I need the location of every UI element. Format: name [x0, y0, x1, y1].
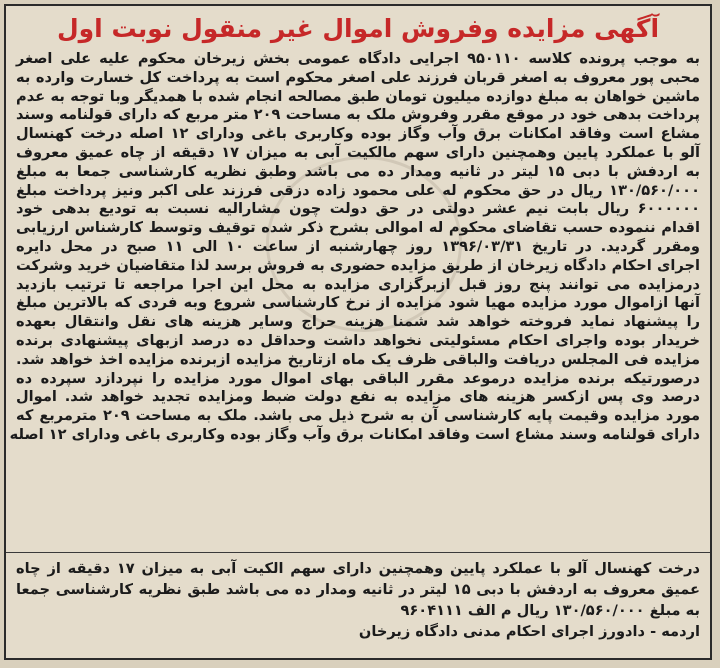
notice-footer [16, 558, 700, 642]
body-line: به اردفش با دبی ۱۵ لیتر در ثانیه ومدار ده می باشد وطبق نظریه کارشناسی جمعا به مبلغ [16, 162, 700, 180]
body-line: به موجب پرونده کلاسه ۹۵۰۱۱۰ اجرایی دادگاه عمومی بخش زیرخان محکوم علیه علی اصغر [16, 50, 700, 67]
body-line: درمزایده می توانند پنج روز قبل ازبرگزاری مزایده به محل این اجرا مراجعه تا ترتیب بازدید [16, 275, 700, 293]
body-line: ماشین خواهان به مبلغ دوازده میلیون تومان طبق مصالحه انجام شده با همدیگر وبا توجه به عدم [16, 87, 700, 105]
body-line: اقدام ننموده حسب تقاضای محکوم له اموالی بشرح ذکر شده توقیف وتوسط کارشناس ارزیابی [16, 219, 700, 237]
auction-notice-clipping [4, 4, 712, 660]
notice-body [9, 50, 701, 550]
body-line: ۶۰۰۰۰۰۰ ریال بابت نیم عشر دولتی در حق دولت چون مشارالیه نسبت به تودیع بدهی خود [16, 200, 700, 218]
body-line: مشاع است وفاقد امکانات برق وآب وگاز بوده وکاربری باغی ودارای ۱۲ اصله درخت کهنسال [16, 125, 700, 143]
notice-title: آگهی مزایده وفروش اموال غیر منقول نوبت اول [56, 14, 660, 43]
body-line: آنها ازاموال مورد مزایده مهیا شود مزایده از نرخ کارشناسی شروع وبه فردی که بالاترین مبلغ [16, 294, 700, 312]
body-line: مورد مزایده وقیمت پایه کارشناسی آن به شرح ذیل می باشد. ملک به مساحت ۲۰۹ مترمربع که [16, 407, 700, 425]
footer-line: درخت کهنسال آلو با عملکرد پایین وهمچنین دارای سهم الکیت آبی به میزان ۱۷ دقیقه از چاه [16, 560, 700, 577]
body-line: خریدار بوده واجرای احکام مسئولیتی نخواهد داشت وحداقل ده درصد ازبهای پیشنهادی برنده [16, 331, 700, 349]
body-line: آلو با عملکرد پایین وهمچنین دارای سهم مالکیت آبی به میزان ۱۷ دقیقه از چاه عمیق معروف [16, 143, 700, 161]
body-line: ۱۳۰/۵۶۰/۰۰۰ ریال در حق محکوم له علی محمود زاده دزقی فرزند علی اکبر ونیز پرداخت مبلغ [16, 181, 700, 199]
body-line: ومقرر گردید. در تاریخ ۱۳۹۶/۰۳/۳۱ روز چهارشنبه از ساعت ۱۰ الی ۱۱ صبح در محل دایره [16, 237, 700, 255]
footer-line: عمیق معروف به اردفش با دبی ۱۵ لیتر در ثانیه ومدار ده می باشد طبق نظریه کارشناسی جمعا [16, 581, 700, 598]
section-divider [6, 552, 710, 553]
body-line: درصورتیکه برنده مزایده درموعد مقرر الباقی بهای اموال مورد مزایده را نپردازد سپرده ده [16, 369, 700, 387]
signature-line: اردمه - دادورز اجرای احکام مدنی دادگاه زیرخان [358, 623, 700, 640]
body-line: محبی پور معروف به اصغر قربان فرزند علی اصغر محکوم است به پرداخت کل خسارت وارده به [16, 68, 700, 86]
body-line: را پیشنهاد نماید فروخته خواهد شد شمنا هزینه حراج وسایر هزینه های نقل وانتقال بعهده [16, 313, 700, 331]
body-line: درصد وی پس ازکسر هزینه های مزایده به نفع دولت ضبط ومزایده تجدید خواهد شد. اموال [16, 388, 700, 406]
body-line: مزایده فی المجلس دریافت والباقی ظرف یک ماه ازتاریخ مزایده ازبرنده مزایده اخذ خواهد شد. [16, 350, 700, 368]
body-line: پرداخت بدهی خود در موقع مقرر وفروش ملک به مساحت ۲۰۹ متر مربع که دارای قولنامه وسند [16, 106, 701, 124]
body-line: دارای قولنامه وسند مشاع است وفاقد امکانات برق وآب وگاز بوده وکاربری باغی ودارای ۱۲ اصله [9, 425, 700, 443]
body-line: اجرای احکام دادگاه زیرخان از طریق مزایده حضوری به فروش برسد لذا متقاضیان خرید وشرکت [16, 256, 700, 274]
footer-line: به مبلغ ۱۳۰/۵۶۰/۰۰۰ ریال م الف ۹۶۰۴۱۱۱ [400, 602, 700, 619]
